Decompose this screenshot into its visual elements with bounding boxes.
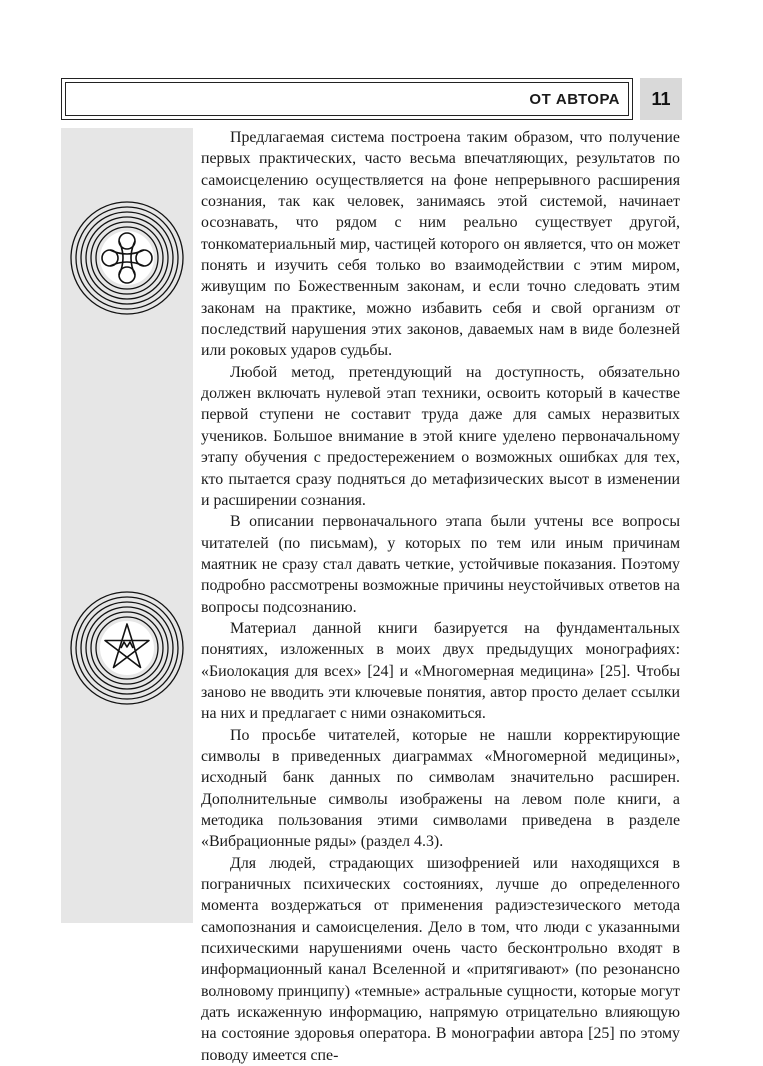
running-header: [61, 78, 633, 120]
paragraph: Материал данной книги базируется на фундаментальных понятиях, изложенных в моих двух предыдущих монографиях: «Биолокация для всех» [24] и «Многомерная медицина» [25]. Чтобы заново не вводить эти ключевые понятия, автор просто делает ссылки на них и предлагает с ними ознакомиться.: [201, 619, 680, 723]
concentric-circles-pentagram-icon: [69, 590, 185, 706]
concentric-circles-quatrefoil-icon: [69, 200, 185, 316]
paragraph: В описании первоначального этапа были учтены все вопросы читателей (по письмам), у которых по тем или иным причинам маятник не сразу стал давать четкие, устойчивые показания. Поэтому подробно рассмотрены возможные причины неустойчивых ответов на вопросы подсознанию.: [201, 513, 680, 616]
body-text: [201, 127, 680, 1066]
paragraph: Для людей, страдающих шизофренией или находящихся в пограничных психических состояниях, лучше до определенного момента воздержаться от применения радиэстезического метода самопознания и самоисцеления. Дело в том, что люди с указанными психическими нарушениями очень часто бесконтрольно входят в информационный канал Вселенной и «притягивают» (по резонансно волновому принципу) «темные» астральные сущности, которые могут дать искаженную информацию, напрямую отрицательно влияющую на состояние здоровья оператора. В монографии автора [25] по этому поводу имеется спе-: [201, 854, 680, 1064]
margin-symbols-strip: [61, 128, 193, 923]
page-number: 11: [640, 78, 682, 120]
paragraph: Любой метод, претендующий на доступность, обязательно должен включать нулевой этап техники, освоить который в качестве первой ступени не составит труда даже для самых неразвитых учеников. Большое внимание в этой книге уделено первоначальному этапу обучения с предостережением о возможных ошибках для тех, кто пытается сразу подняться до метафизических высот в изменении и расширении сознания.: [201, 363, 680, 509]
paragraph: По просьбе читателей, которые не нашли корректирующие символы в приведенных диаграммах «Многомерной медицины», исходный банк данных по символам значительно расширен. Дополнительные символы изображены на левом поле книги, а методика пользования этими символами приведена в разделе «Вибрационные ряды» (раздел 4.3).: [201, 726, 680, 851]
running-header-inner-frame: [65, 82, 629, 116]
paragraph: Предлагаемая система построена таким образом, что получение первых практических, часто весьма впечатляющих, результатов по самоисцелению осуществляется на фоне непрерывного расширения сознания, так как человек, занимаясь этой системой, начинает осознавать, что рядом с ним реально существует другой, тонкоматериальный мир, частицей которого он является, что он может понять и изучить себя только во взаимодействии с этим миром, живущим по Божественным законам, и если точно следовать этим законам на практике, можно избавить себя и свой организм от последствий нарушения этих законов, даваемых нам в виде болезней или роковых ударов судьбы.: [201, 129, 680, 360]
chapter-title: ОТ АВТОРА: [529, 90, 620, 108]
